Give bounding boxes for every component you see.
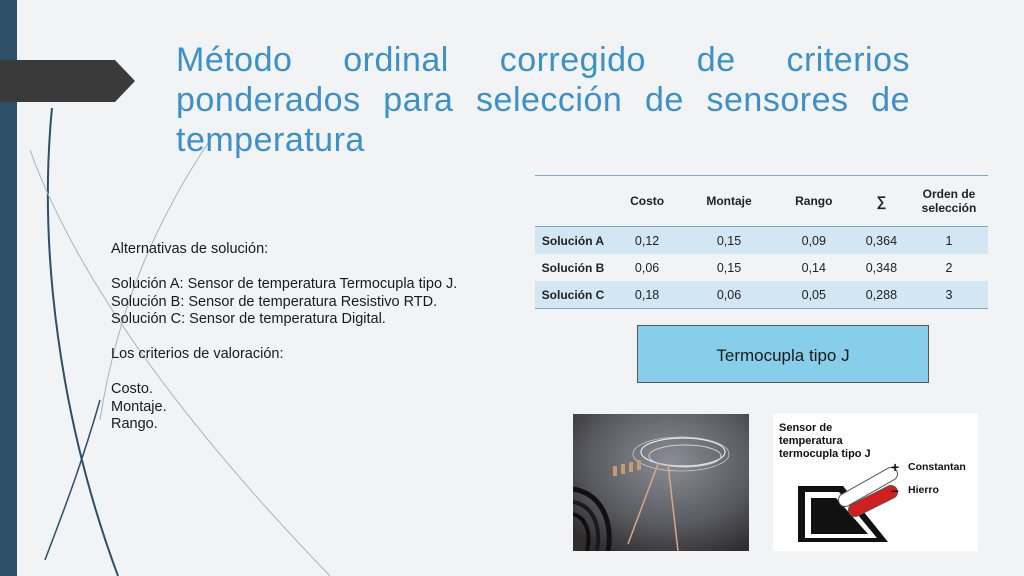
table-header-row	[535, 176, 988, 227]
cell-rango: 0,14	[801, 260, 826, 275]
table-header: ∑	[853, 176, 910, 227]
wire-negative-label: Hierro	[908, 484, 939, 496]
row-name: Solución B	[541, 260, 605, 275]
row-name: Solución C	[535, 281, 611, 309]
cell-sum: 0,348	[865, 260, 898, 275]
title-arrow-tab	[0, 60, 135, 102]
cell-montaje: 0,15	[683, 227, 775, 255]
table-row	[535, 281, 988, 309]
plus-sign: +	[891, 459, 900, 475]
cell-orden: 3	[910, 281, 988, 309]
table-header: Orden de selección	[910, 176, 988, 227]
body-text	[111, 241, 521, 434]
thermocouple-photo	[573, 414, 749, 551]
cell-montaje: 0,15	[716, 260, 742, 275]
cell-rango: 0,09	[775, 227, 853, 255]
table-row	[535, 254, 988, 281]
cell-rango: 0,05	[775, 281, 853, 309]
cell-montaje: 0,06	[683, 281, 775, 309]
thermocouple-diagram	[773, 414, 978, 551]
alternative-item: Solución B: Sensor de temperatura Resistivo RTD.	[111, 293, 438, 310]
cell-costo: 0,18	[611, 281, 683, 309]
criteria-table	[535, 175, 988, 309]
criteria-item: Costo.	[111, 381, 153, 397]
table-row	[535, 227, 988, 255]
criteria-item: Rango.	[111, 416, 158, 432]
wire-positive-label: Constantan	[908, 461, 966, 473]
table-header: Montaje	[683, 176, 775, 227]
alternative-item: Solución A: Sensor de temperatura Termocupla tipo J.	[111, 276, 458, 292]
alternatives-heading: Alternativas de solución:	[111, 241, 269, 257]
cell-costo: 0,12	[611, 227, 683, 255]
diagram-label: Sensor de temperatura termocupla tipo J	[779, 422, 871, 460]
cell-costo: 0,06	[634, 260, 660, 275]
table-header: Rango	[775, 176, 853, 227]
cell-orden: 2	[945, 260, 953, 275]
cell-sum: 0,364	[853, 227, 910, 255]
table-header	[535, 176, 611, 227]
highlight-box: Termocupla tipo J	[637, 325, 929, 383]
slide-title: Método ordinal corregido de criterios ponderados para selección de sensores de temperatura	[176, 41, 910, 159]
table-header: Costo	[611, 176, 683, 227]
alternative-item: Solución C: Sensor de temperatura Digital.	[111, 311, 386, 327]
criteria-heading: Los criterios de valoración:	[111, 346, 284, 362]
cell-sum: 0,288	[853, 281, 910, 309]
cell-orden: 1	[910, 227, 988, 255]
criteria-item: Montaje.	[111, 398, 167, 415]
row-name: Solución A	[535, 227, 611, 255]
minus-sign: –	[891, 482, 899, 498]
